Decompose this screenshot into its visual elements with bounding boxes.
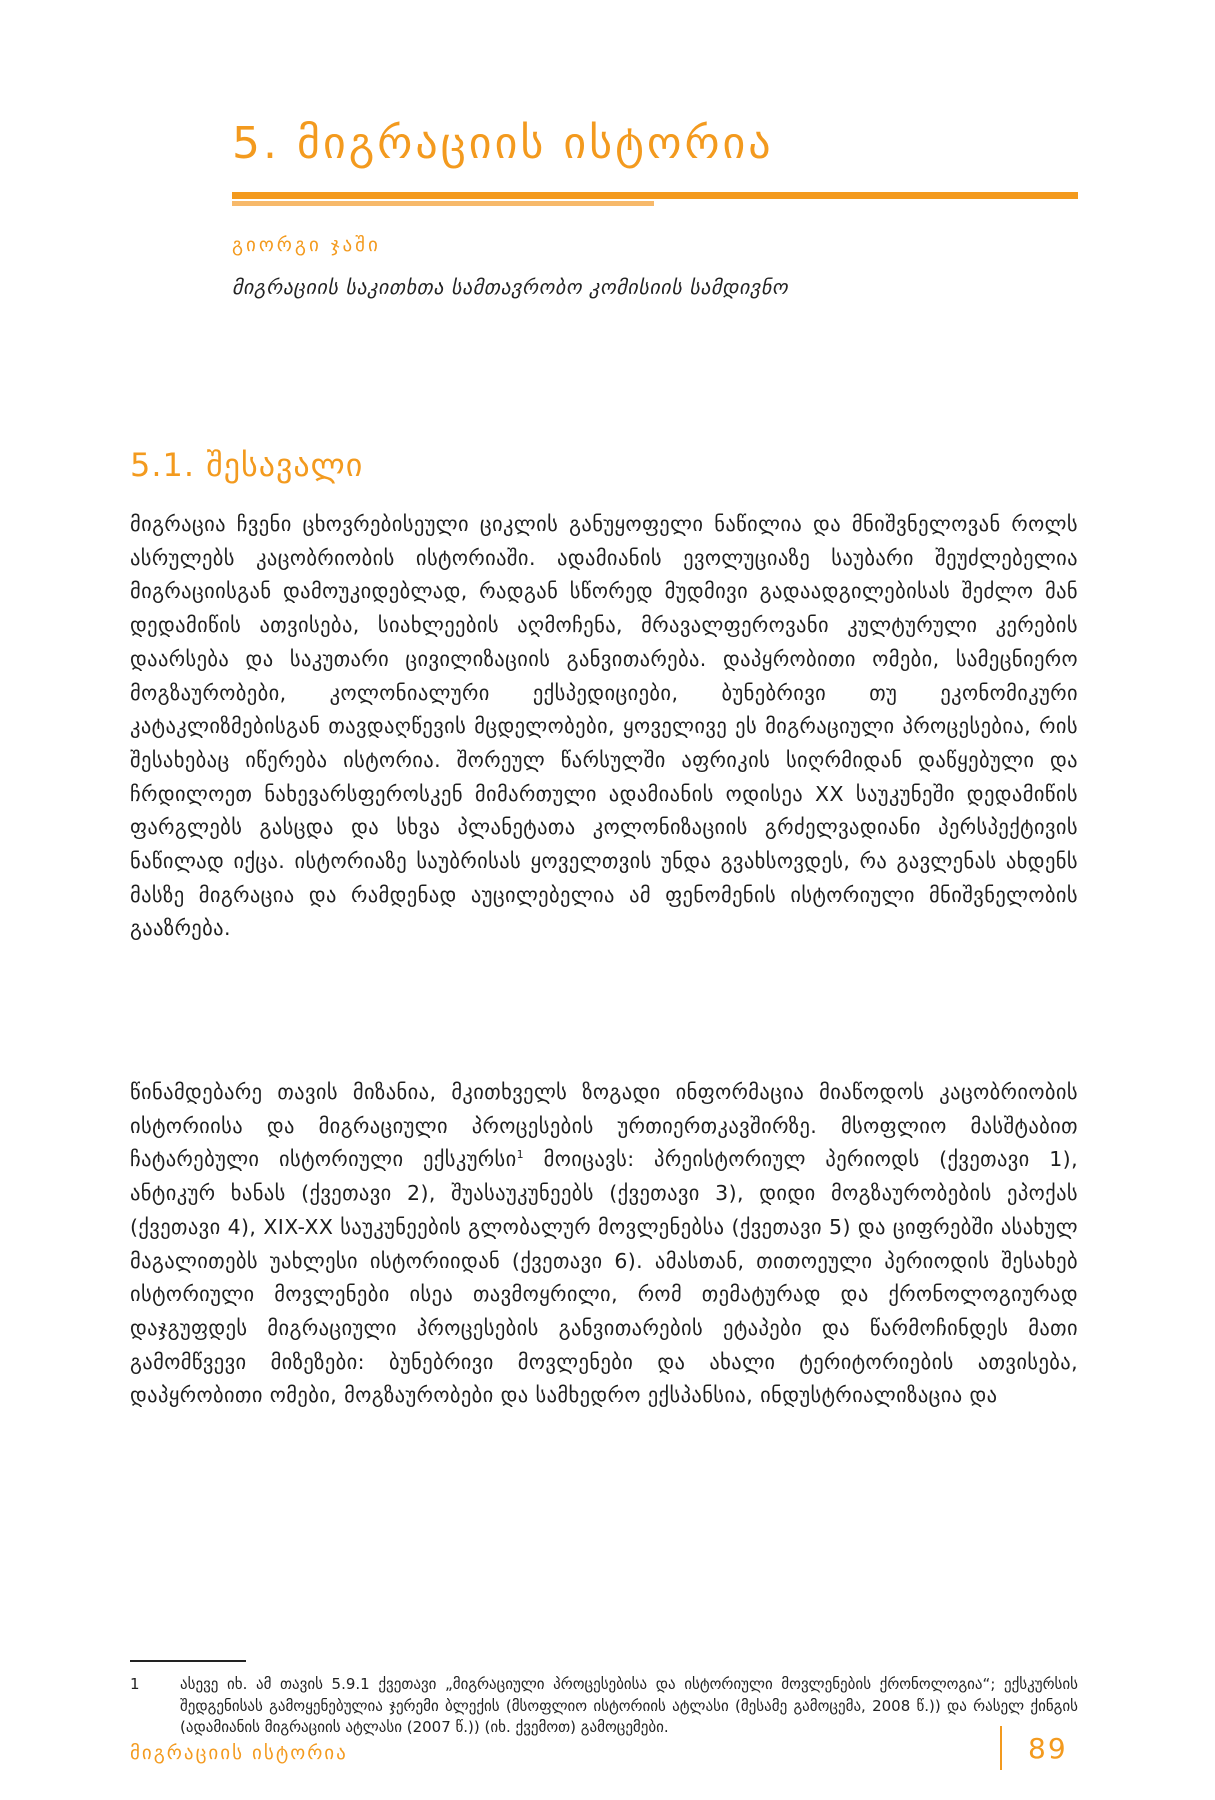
footnote-number: 1: [130, 1675, 140, 1693]
page-number: 89: [1028, 1732, 1068, 1765]
footnote-text: ასევე იხ. ამ თავის 5.9.1 ქვეთავი „მიგრაციული პროცესებისა და ისტორიული მოვლენების ქრონოლოგია“; ექსკურსის შედგენისას გამოყენებულია ჯერემი ბლექის (მსოფლიო ისტორიის ატლასი (მესამე გამოცემა, 2008 წ.)) და რასელ ქინგის (ადამიანის მიგრაციის ატლასი (2007 წ.)) (იხ. ქვემოთ) გამოცემები.: [180, 1675, 1078, 1736]
title-underline: [232, 192, 1078, 199]
paragraph-aim-part2: მოიცავს: პრეისტორიულ პერიოდს (ქვეთავი 1), ანტიკურ ხანას (ქვეთავი 2), შუასაუკუნეებს (ქვეთავი 3), დიდი მოგზაურობების ეპოქას (ქვეთავი 4), XIX-XX საუკუნეების გლობალურ მოვლენებსა (ქვეთავი 5) და ციფრებში ასახულ მაგალითებს უახლესი ისტორიიდან (ქვეთავი 6). ამასთან, თითოეული პერიოდის შესახებ ისტორიული მოვლენები ისეა თავმოყრილი, რომ თემატურად და ქრონოლოგიურად დაჯგუფდეს მიგრაციული პროცესების განვითარების ეტაპები და წარმოჩინდეს მათი გამომწვევი მიზეზები: ბუნებრივი მოვლენები და ახალი ტერიტორიების ათვისება, დაპყრობითი ომები, მოგზაურობები და სამხედრო ექსპანსია, ინდუსტრიალიზაცია და: [130, 1147, 1078, 1408]
footer-divider: [1000, 1726, 1002, 1770]
title-underline-accent: [232, 201, 654, 206]
author-affiliation: მიგრაციის საკითხთა სამთავრობო კომისიის სამდივნო: [232, 275, 789, 299]
section-title: 5.1. შესავალი: [130, 446, 364, 484]
paragraph-aim-part1: წინამდებარე თავის მიზანია, მკითხველს ზოგადი ინფორმაცია მიაწოდოს კაცობრიობის ისტორიისა და მიგრაციული პროცესების ურთიერთკავშირზე. მსოფლიო მასშტაბით ჩატარებული ისტორიული ექსკურსი: [130, 1080, 1078, 1172]
paragraph-aim: [130, 1076, 1078, 1413]
running-footer-title: მიგრაციის ისტორია: [130, 1742, 348, 1764]
chapter-title: 5. მიგრაციის ისტორია: [232, 118, 774, 169]
footnote-divider: [130, 1660, 246, 1662]
author-name: გიორგი ჯაში: [232, 234, 381, 256]
paragraph-intro: მიგრაცია ჩვენი ცხოვრებისეული ციკლის განუყოფელი ნაწილია და მნიშვნელოვან როლს ასრულებს კაცობრიობის ისტორიაში. ადამიანის ევოლუციაზე საუბარი შეუძლებელია მიგრაციისგან დამოუკიდებლად, რადგან სწორედ მუდმივი გადაადგილებისას შეძლო მან დედამიწის ათვისება, სიახლეების აღმოჩენა, მრავალფეროვანი კულტურული კერების დაარსება და საკუთარი ცივილიზაციის განვითარება. დაპყრობითი ომები, სამეცნიერო მოგზაურობები, კოლონიალური ექსპედიციები, ბუნებრივი თუ ეკონომიკური კატაკლიზმებისგან თავდაღწევის მცდელობები, ყოველივე ეს მიგრაციული პროცესებია, რის შესახებაც იწერება ისტორია. შორეულ წარსულში აფრიკის სიღრმიდან დაწყებული და ჩრდილოეთ ნახევარსფეროსკენ მიმართული ადამიანის ოდისეა XX საუკუნეში დედამიწის ფარგლებს გასცდა და სხვა პლანეტათა კოლონიზაციის გრძელვადიანი პერსპექტივის ნაწილად იქცა. ისტორიაზე საუბრისას ყოველთვის უნდა გვახსოვდეს, რა გავლენას ახდენს მასზე მიგრაცია და რამდენად აუცილებელია ამ ფენომენის ისტორიული მნიშვნელობის გააზრება.: [130, 512, 1078, 941]
footnote-reference[interactable]: 1: [516, 1148, 525, 1162]
